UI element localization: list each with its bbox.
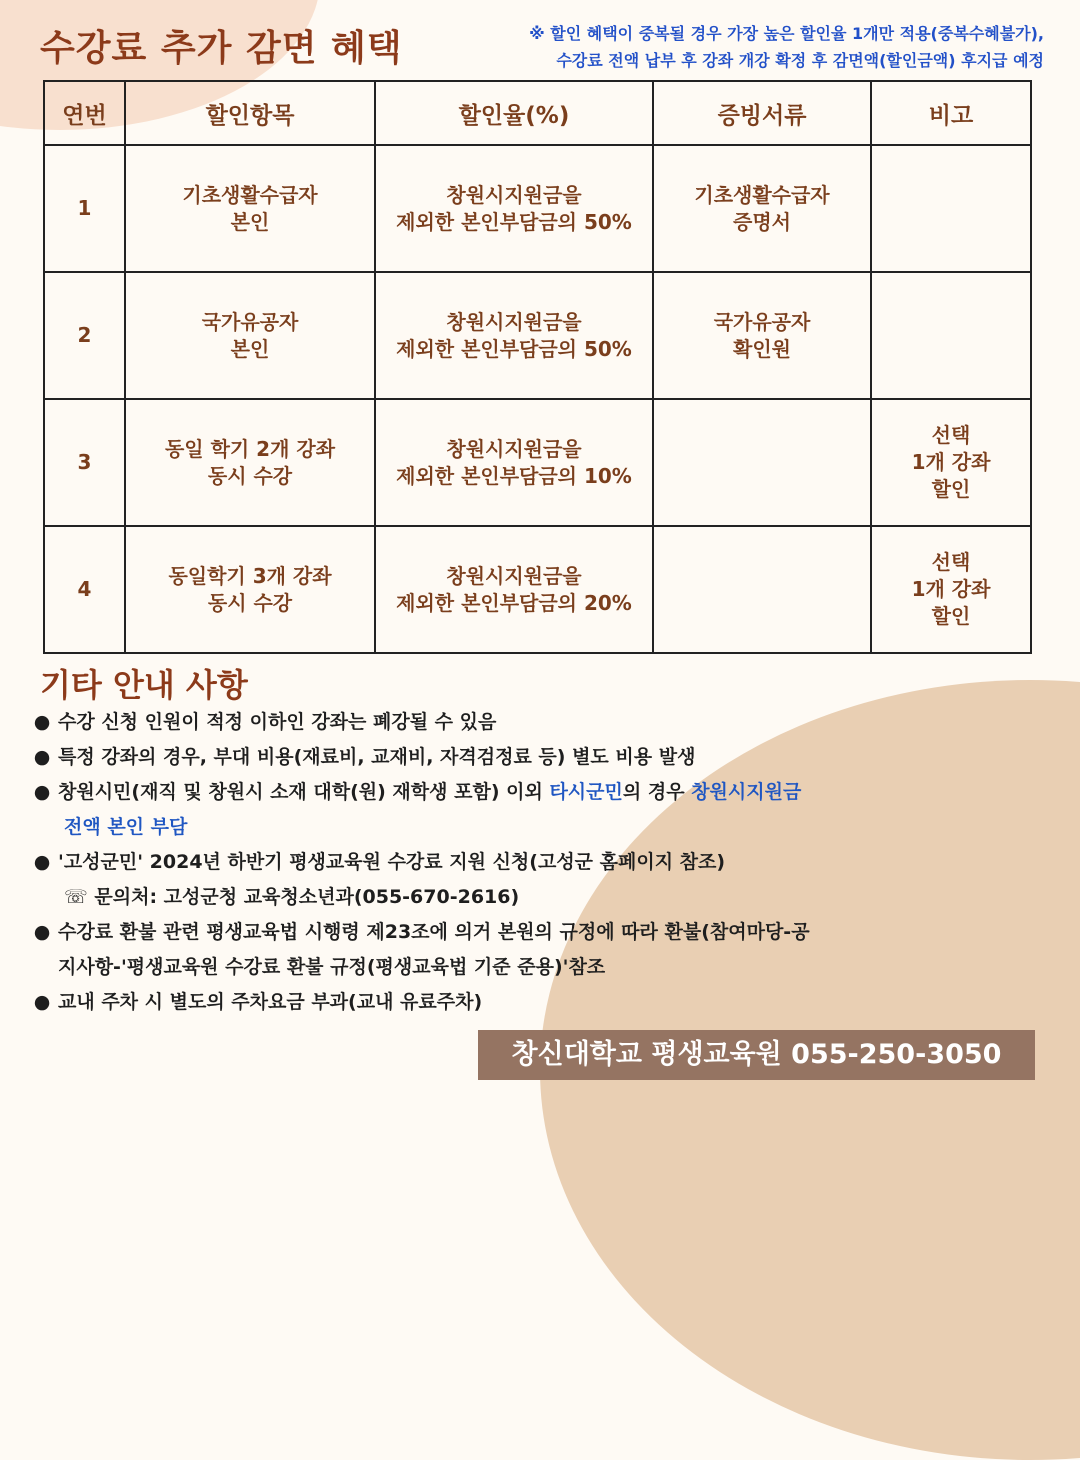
page-title: 수강료 추가 감면 혜택 xyxy=(40,28,403,69)
cell-line: 제외한 본인부담금의 10% xyxy=(396,463,632,488)
bullet-icon: ● xyxy=(33,711,51,733)
table-row xyxy=(44,399,1031,526)
table-row xyxy=(44,145,1031,272)
highlight-other-cities: 타시군민 xyxy=(549,781,623,803)
cell-document xyxy=(653,526,871,653)
cell-line: 동시 수강 xyxy=(207,463,293,488)
goseong-support-text: '고성군민' 2024년 하반기 평생교육원 수강료 지원 신청(고성군 홈페이지 참조) xyxy=(58,851,726,873)
header-no: 연번 xyxy=(44,81,125,145)
info-text: 교내 주차 시 별도의 주차요금 부과(교내 유료주차) xyxy=(58,991,483,1013)
cell-line: 동일 학기 2개 강좌 xyxy=(164,436,336,461)
cell-document xyxy=(653,272,871,399)
table-row xyxy=(44,272,1031,399)
cell-no: 4 xyxy=(44,526,125,653)
cell-rate xyxy=(375,145,653,272)
header-rate: 할인율(%) xyxy=(375,81,653,145)
highlight-full-payment: 전액 본인 부담 xyxy=(64,816,188,838)
cell-line: 증명서 xyxy=(733,209,791,234)
list-item xyxy=(30,915,990,985)
cell-note xyxy=(871,526,1031,653)
cell-item xyxy=(125,145,375,272)
cell-line: 제외한 본인부담금의 20% xyxy=(396,590,632,615)
header-note: 비고 xyxy=(871,81,1031,145)
table-row xyxy=(44,526,1031,653)
cell-line: 본인 xyxy=(230,336,270,361)
info-text: 의 경우 xyxy=(622,781,692,803)
discount-table xyxy=(43,80,1032,654)
list-item xyxy=(30,845,990,915)
cell-rate xyxy=(375,526,653,653)
info-text: 수강료 환불 관련 평생교육법 시행령 제23조에 의거 본원의 규정에 따라 환불(참여마당-공 xyxy=(58,921,810,943)
phone-icon: ☏ xyxy=(64,886,88,908)
cell-line: 창원시지원금을 xyxy=(446,436,582,461)
cell-line: 할인 xyxy=(931,477,971,501)
cell-line: 선택 xyxy=(931,423,971,447)
bullet-icon: ● xyxy=(33,781,51,803)
cell-line: 1개 강좌 xyxy=(911,577,991,601)
cell-line: 국가유공자 xyxy=(713,309,811,334)
cell-line: 기초생활수급자 xyxy=(694,182,830,207)
cell-no: 3 xyxy=(44,399,125,526)
cell-document xyxy=(653,145,871,272)
info-list xyxy=(30,705,990,1020)
notice-line-1: ※ 할인 혜택이 중복될 경우 가장 높은 할인율 1개만 적용(중복수혜불가), xyxy=(529,24,1044,43)
cell-line: 확인원 xyxy=(733,336,791,361)
highlight-changwon-support: 창원시지원금 xyxy=(691,781,802,803)
other-info-title: 기타 안내 사항 xyxy=(40,666,248,704)
cell-item xyxy=(125,399,375,526)
cell-line: 제외한 본인부담금의 50% xyxy=(396,336,632,361)
discount-notice xyxy=(529,20,1044,74)
list-item xyxy=(30,985,990,1020)
bullet-icon: ● xyxy=(33,851,51,873)
cell-note xyxy=(871,145,1031,272)
list-item xyxy=(30,740,990,775)
cell-no: 2 xyxy=(44,272,125,399)
cell-rate xyxy=(375,272,653,399)
list-item xyxy=(30,705,990,740)
info-text: 수강 신청 인원이 적정 이하인 강좌는 폐강될 수 있음 xyxy=(58,711,497,733)
table-header-row xyxy=(44,81,1031,145)
bullet-icon: ● xyxy=(33,746,51,768)
cell-item xyxy=(125,272,375,399)
cell-line: 할인 xyxy=(931,604,971,628)
cell-line: 선택 xyxy=(931,550,971,574)
cell-line: 국가유공자 xyxy=(201,309,299,334)
cell-line: 창원시지원금을 xyxy=(446,182,582,207)
bullet-icon: ● xyxy=(33,921,51,943)
cell-line: 기초생활수급자 xyxy=(182,182,318,207)
cell-line: 1개 강좌 xyxy=(911,450,991,474)
cell-line: 창원시지원금을 xyxy=(446,563,582,588)
cell-document xyxy=(653,399,871,526)
info-text: 창원시민(재직 및 창원시 소재 대학(원) 재학생 포함) 이외 xyxy=(58,781,550,803)
cell-note xyxy=(871,399,1031,526)
info-text: 특정 강좌의 경우, 부대 비용(재료비, 교재비, 자격검정료 등) 별도 비용 발생 xyxy=(58,746,696,768)
cell-line: 창원시지원금을 xyxy=(446,309,582,334)
list-item xyxy=(30,775,990,845)
cell-item xyxy=(125,526,375,653)
notice-line-2: 수강료 전액 납부 후 강좌 개강 확정 후 감면액(할인금액) 후지급 예정 xyxy=(556,51,1044,70)
bullet-icon: ● xyxy=(33,991,51,1013)
footer-contact-banner: 창신대학교 평생교육원 055-250-3050 xyxy=(478,1030,1035,1080)
cell-no: 1 xyxy=(44,145,125,272)
cell-line: 제외한 본인부담금의 50% xyxy=(396,209,632,234)
contact-text: 문의처: 고성군청 교육청소년과(055-670-2616) xyxy=(94,886,520,908)
cell-line: 동시 수강 xyxy=(207,590,293,615)
info-text: 지사항-'평생교육원 수강료 환불 규정(평생교육법 기준 준용)'참조 xyxy=(58,956,606,978)
cell-rate xyxy=(375,399,653,526)
header-item: 할인항목 xyxy=(125,81,375,145)
cell-note xyxy=(871,272,1031,399)
cell-line: 동일학기 3개 강좌 xyxy=(168,563,332,588)
cell-line: 본인 xyxy=(230,209,270,234)
header-document: 증빙서류 xyxy=(653,81,871,145)
